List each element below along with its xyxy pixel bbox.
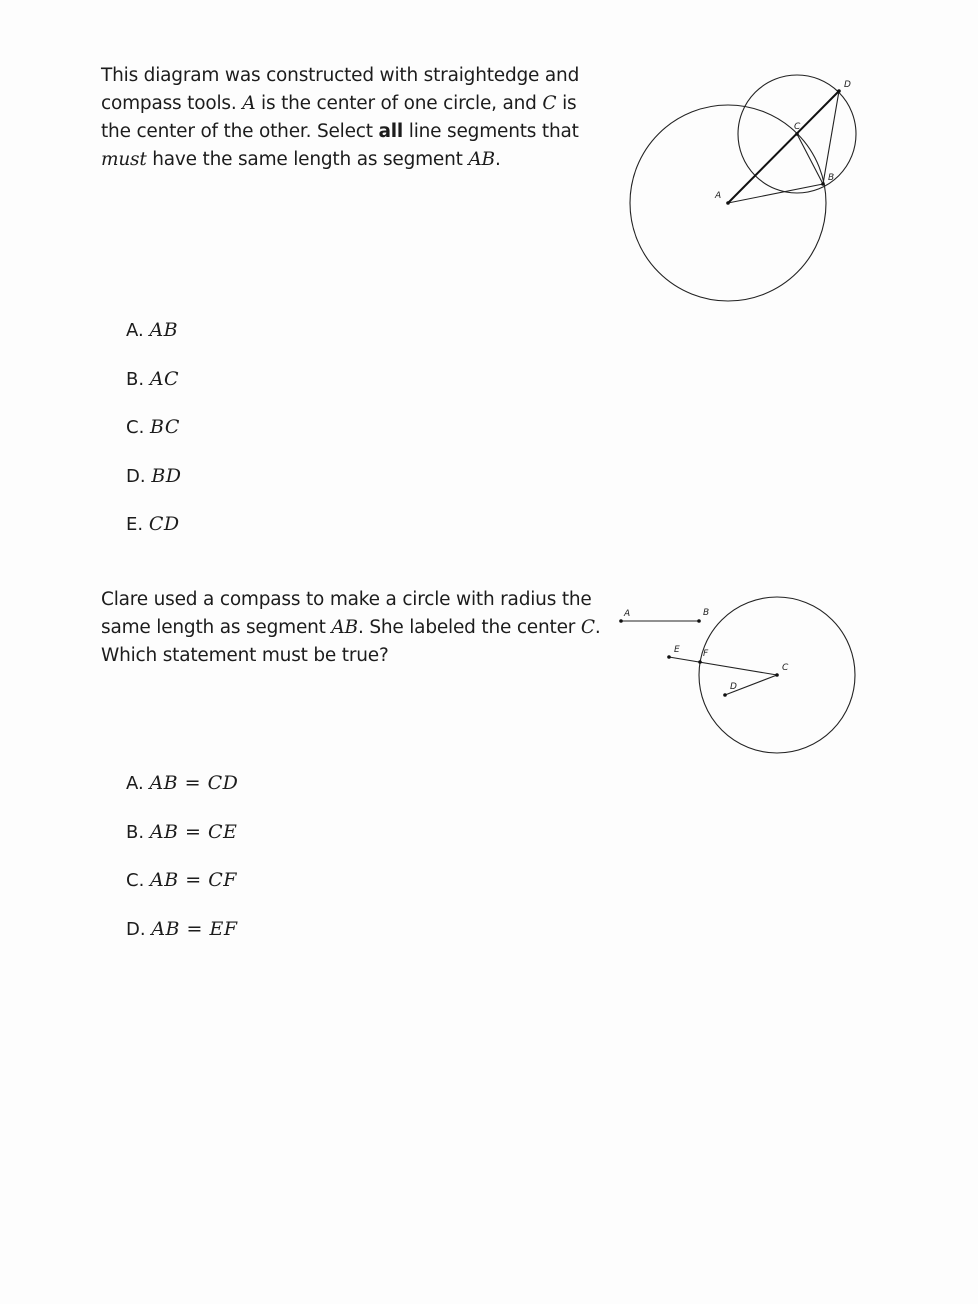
choice-1b[interactable] (126, 367, 179, 392)
choice-letter: E. (126, 514, 144, 535)
point-a (726, 201, 730, 205)
point-e (667, 655, 671, 659)
prompt-text: This diagram was constructed with straightedge and compass tools. (101, 65, 580, 114)
prompt-text: is the center of one circle, and (255, 93, 543, 114)
prompt-text: Clare used a compass to make a circle with radius the same length as segment (101, 589, 592, 638)
choice-letter: D. (126, 919, 146, 940)
question-2-prompt (101, 586, 621, 670)
question-1-prompt (101, 62, 611, 174)
prompt-text: . (494, 149, 501, 170)
point-variable: C (542, 93, 557, 114)
choice-2c[interactable] (126, 868, 237, 893)
choice-letter: B. (126, 822, 145, 843)
choice-value: AB = EF (151, 918, 238, 940)
segment-cb (797, 134, 823, 184)
prompt-text: have the same length as segment (146, 149, 469, 170)
choice-value: AB (149, 319, 179, 341)
label-d: D (730, 682, 737, 692)
choice-value: CD (148, 513, 180, 535)
segment-ab (728, 184, 823, 203)
prompt-text: is the center of the other. Select (101, 93, 577, 142)
prompt-text: line segments that (403, 121, 579, 142)
point-c (775, 673, 779, 677)
choice-letter: B. (126, 369, 145, 390)
point-variable: A (242, 93, 256, 114)
label-d: D (844, 80, 851, 90)
label-e: E (674, 645, 680, 655)
choice-letter: A. (126, 320, 144, 341)
choice-2b[interactable] (126, 820, 237, 845)
choice-letter: C. (126, 417, 145, 438)
question-1-diagram (620, 60, 870, 310)
point-b (821, 182, 825, 186)
segment-ec (669, 657, 777, 675)
emphasis-italic: must (101, 149, 147, 170)
point-f (698, 660, 702, 664)
prompt-text: . She labeled the center (357, 617, 581, 638)
choice-1a[interactable] (126, 318, 178, 343)
choice-value: AC (149, 368, 180, 390)
point-c (795, 132, 799, 136)
label-c: C (782, 663, 789, 673)
label-a: A (624, 609, 631, 619)
choice-value: BC (150, 416, 180, 438)
label-f: F (703, 649, 709, 659)
choice-letter: A. (126, 773, 144, 794)
point-variable: C (580, 617, 595, 638)
choice-value: AB = CD (149, 772, 239, 794)
label-c: C (794, 122, 801, 132)
choice-letter: C. (126, 870, 145, 891)
emphasis-bold: all (378, 121, 404, 142)
choice-value: AB = CE (149, 821, 238, 843)
choice-2d[interactable] (126, 917, 238, 942)
choice-1c[interactable] (126, 415, 180, 440)
segment-variable: AB (331, 617, 358, 638)
point-d (723, 693, 727, 697)
question-2-diagram (610, 590, 870, 765)
point-b (697, 619, 701, 623)
point-d (837, 89, 841, 93)
choice-1e[interactable] (126, 512, 180, 537)
segment-variable: AB (468, 149, 495, 170)
label-b: B (828, 173, 835, 183)
choice-1d[interactable] (126, 464, 182, 489)
choice-2a[interactable] (126, 771, 238, 796)
label-a: A (715, 191, 722, 201)
choice-value: AB = CF (150, 869, 237, 891)
point-a (619, 619, 623, 623)
choice-letter: D. (126, 466, 146, 487)
label-b: B (703, 608, 710, 618)
choice-value: BD (151, 465, 182, 487)
prompt-text: . Which statement must be true? (101, 617, 601, 666)
